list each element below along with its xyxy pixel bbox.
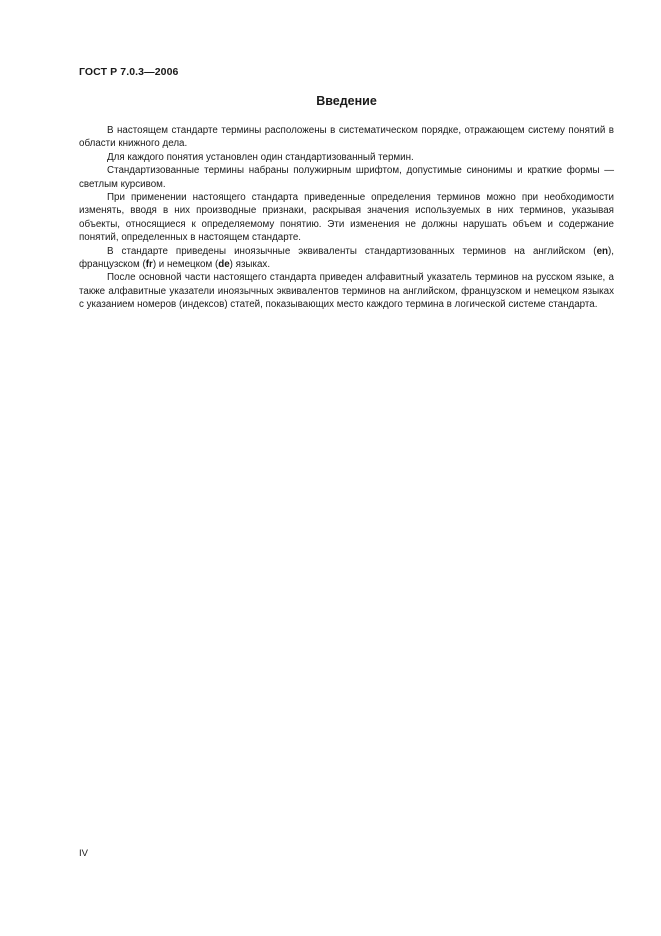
language-code-en: en xyxy=(596,245,609,257)
paragraph-5-text-b: ), французском ( xyxy=(79,245,614,271)
paragraph-5-text-a: В стандарте приведены иноязычные эквиваленты стандартизованных терминов на английском ( xyxy=(107,245,597,257)
paragraph-1: В настоящем стандарте термины расположены в систематическом порядке, отражающем систему понятий в области книжного дела. xyxy=(79,125,614,150)
document-code: ГОСТ Р 7.0.3—2006 xyxy=(79,66,179,78)
language-code-fr: fr xyxy=(145,259,153,271)
language-code-de: de xyxy=(218,259,230,271)
section-title: Введение xyxy=(316,94,377,108)
paragraph-2: Для каждого понятия установлен один стандартизованный термин. xyxy=(107,151,414,163)
introduction-body xyxy=(79,124,614,312)
paragraph-6: После основной части настоящего стандарта приведен алфавитный указатель терминов на русском языке, а также алфавитные указатели иноязычных эквивалентов терминов на английском, французском и немецком языках с указанием номеров (индексов) статей, показывающих место каждого термина в логической системе стандарта. xyxy=(79,272,614,311)
paragraph-5-text-c: ) и немецком ( xyxy=(152,259,219,271)
paragraph-4: При применении настоящего стандарта приведенные определения терминов можно при необходимости изменять, вводя в них производные признаки, раскрывая значения используемых в них терминов, указывая объекты, относящиеся к определяемому понятию. Эти изменения не должны нарушать объем и содержание понятий, определенных в настоящем стандарте. xyxy=(79,192,614,244)
page-number: IV xyxy=(79,848,88,859)
paragraph-5-text-d: ) языках. xyxy=(229,259,271,271)
paragraph-5 xyxy=(79,245,614,272)
paragraph-3: Стандартизованные термины набраны полужирным шрифтом, допустимые синонимы и краткие формы — светлым курсивом. xyxy=(79,165,614,190)
